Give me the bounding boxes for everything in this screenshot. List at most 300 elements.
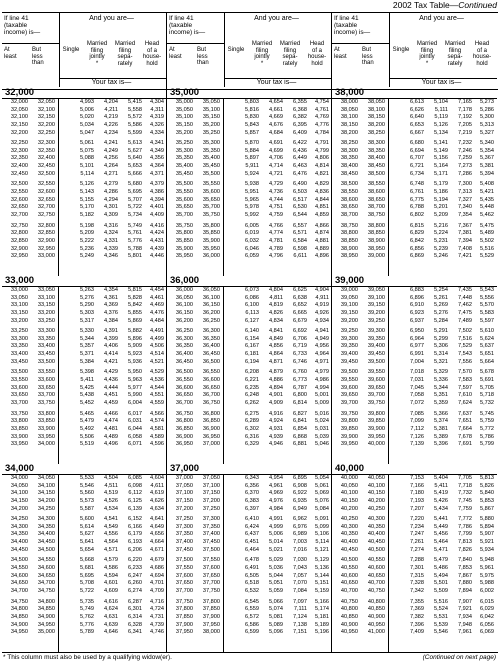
- table-cell: 5,306: [434, 343, 448, 350]
- table-cell: 5,009: [315, 399, 329, 406]
- table-cell: 40,750: [367, 587, 385, 594]
- table-cell: 6,611: [293, 253, 307, 260]
- table-section: [332, 88, 497, 261]
- table-cell: 7,018: [410, 369, 424, 376]
- table-cell: 5,462: [480, 211, 494, 218]
- table-row: [2, 295, 167, 303]
- table-cell: 4,326: [150, 121, 164, 128]
- table-row: [2, 328, 167, 336]
- table-cell: 6,571: [293, 230, 307, 237]
- line41-label: [169, 15, 205, 36]
- table-cell: 7,786: [458, 523, 472, 530]
- table-cell: 4,804: [269, 287, 283, 293]
- table-cell: 4,744: [269, 196, 283, 203]
- table-cell: 39,450: [340, 358, 358, 365]
- table-row: [332, 107, 497, 115]
- table-cell: 32,350: [37, 147, 55, 154]
- table-cell: 7,220: [410, 516, 424, 523]
- table-cell: 33,600: [37, 377, 55, 384]
- table-cell: 5,988: [480, 580, 494, 587]
- table-cell: 34,200: [10, 505, 28, 512]
- table-cell: 7,232: [458, 140, 472, 147]
- table-cell: 33,500: [37, 358, 55, 365]
- table-row: [332, 163, 497, 171]
- table-cell: 33,400: [37, 343, 55, 350]
- table-cell: 40,950: [340, 629, 358, 636]
- table-section: [167, 276, 332, 449]
- table-row: [332, 140, 497, 148]
- table-cell: 5,749: [80, 606, 94, 613]
- table-cell: 33,900: [10, 433, 28, 440]
- table-cell: 35,800: [175, 230, 193, 237]
- table-cell: 6,044: [128, 425, 142, 432]
- table-cell: 33,550: [37, 369, 55, 376]
- table-row: [167, 516, 332, 524]
- table-row: [167, 287, 332, 295]
- table-cell: 7,085: [410, 410, 424, 417]
- table-row: [2, 181, 167, 189]
- table-cell: 5,464: [434, 539, 448, 546]
- table-row: [2, 392, 167, 400]
- table-cell: 6,734: [410, 170, 424, 177]
- table-cell: 6,368: [293, 106, 307, 113]
- table-cell: 34,150: [10, 497, 28, 504]
- table-row: [332, 181, 497, 189]
- table-cell: 33,000: [37, 253, 55, 260]
- table-cell: 35,600: [202, 189, 220, 196]
- table-cell: 7,315: [410, 572, 424, 579]
- table-cell: 6,424: [245, 523, 259, 530]
- table-cell: 6,015: [480, 598, 494, 605]
- table-cell: 39,800: [367, 410, 385, 417]
- table-cell: 5,516: [434, 598, 448, 605]
- continued-note: (Continued on next page): [422, 654, 496, 661]
- table-cell: 6,626: [410, 106, 424, 113]
- table-cell: 35,450: [175, 170, 193, 177]
- header-panel: [332, 13, 497, 89]
- header-text: jointly: [254, 54, 270, 60]
- table-row: [2, 426, 167, 434]
- table-cell: 33,750: [10, 410, 28, 417]
- table-cell: 4,596: [150, 441, 164, 448]
- table-cell: 4,871: [269, 358, 283, 365]
- table-cell: 5,801: [128, 253, 142, 260]
- table-cell: 39,600: [367, 377, 385, 384]
- table-cell: 7,031: [410, 377, 424, 384]
- table-cell: 34,150: [37, 490, 55, 497]
- table-cell: 4,279: [104, 181, 118, 188]
- table-cell: 5,196: [315, 629, 329, 636]
- table-cell: 34,400: [37, 531, 55, 538]
- table-cell: 5,224: [434, 230, 448, 237]
- table-cell: 36,500: [175, 369, 193, 376]
- header-text: house-: [307, 54, 327, 60]
- table-row: [167, 163, 332, 171]
- table-cell: 6,518: [245, 580, 259, 587]
- table-cell: 40,400: [340, 539, 358, 546]
- table-cell: 5,803: [245, 99, 259, 105]
- table-cell: 7,247: [410, 531, 424, 538]
- table-cell: 34,100: [37, 482, 55, 489]
- table-cell: 5,610: [480, 328, 494, 335]
- table-cell: 4,841: [269, 328, 283, 335]
- table-cell: 6,559: [245, 606, 259, 613]
- table-cell: 37,000: [175, 475, 193, 481]
- table-cell: 37,850: [202, 606, 220, 613]
- table-cell: 5,415: [128, 99, 142, 105]
- table-cell: 4,301: [104, 204, 118, 211]
- table-cell: 4,481: [104, 425, 118, 432]
- table-cell: 35,150: [202, 114, 220, 121]
- table-row: [2, 629, 167, 637]
- table-cell: 6,625: [293, 287, 307, 293]
- table-row: [167, 359, 332, 367]
- table-cell: 5,654: [80, 546, 94, 553]
- table-cell: 38,950: [367, 245, 385, 252]
- table-cell: 36,200: [175, 317, 193, 324]
- table-cell: 37,950: [175, 629, 193, 636]
- table-cell: 7,205: [458, 121, 472, 128]
- table-cell: 32,400: [37, 155, 55, 162]
- tax-table-body: [2, 88, 498, 653]
- table-cell: 35,800: [202, 222, 220, 229]
- table-row: [2, 336, 167, 344]
- table-cell: 4,664: [150, 539, 164, 546]
- header-panel: [2, 13, 167, 89]
- table-cell: 35,650: [202, 196, 220, 203]
- table-cell: 5,099: [315, 523, 329, 530]
- table-cell: 36,250: [202, 317, 220, 324]
- table-cell: 4,601: [104, 580, 118, 587]
- table-section: [2, 276, 167, 449]
- table-cell: 40,450: [367, 539, 385, 546]
- table-cell: 40,150: [340, 497, 358, 504]
- table-cell: 7,489: [458, 317, 472, 324]
- table-cell: 4,964: [315, 351, 329, 358]
- table-cell: 5,209: [80, 230, 94, 237]
- table-cell: 5,830: [245, 114, 259, 121]
- table-cell: 6,206: [128, 546, 142, 553]
- table-cell: 7,382: [410, 613, 424, 620]
- table-cell: 38,800: [367, 222, 385, 229]
- table-cell: 6,056: [480, 621, 494, 628]
- table-cell: 7,948: [458, 621, 472, 628]
- table-row: [167, 490, 332, 498]
- table-row: [332, 114, 497, 122]
- table-cell: 7,543: [458, 351, 472, 358]
- table-cell: 7,880: [458, 580, 472, 587]
- table-cell: 5,961: [480, 565, 494, 572]
- table-row: [332, 392, 497, 400]
- table-cell: 4,564: [104, 539, 118, 546]
- table-row: [2, 171, 167, 179]
- table-cell: 32,750: [37, 211, 55, 218]
- table-cell: 5,826: [480, 482, 494, 489]
- table-cell: 36,450: [202, 351, 220, 358]
- table-cell: 6,829: [410, 230, 424, 237]
- table-cell: 6,125: [128, 497, 142, 504]
- table-cell: 5,340: [480, 140, 494, 147]
- table-cell: 5,209: [434, 211, 448, 218]
- table-cell: 5,181: [315, 613, 329, 620]
- table-cell: 6,991: [410, 351, 424, 358]
- table-cell: 33,950: [37, 433, 55, 440]
- table-cell: 32,850: [37, 230, 55, 237]
- hoh-label: [140, 41, 164, 67]
- table-cell: 4,949: [315, 335, 329, 342]
- table-cell: 6,397: [245, 505, 259, 512]
- table-cell: 5,408: [480, 181, 494, 188]
- table-cell: 36,800: [202, 410, 220, 417]
- table-cell: 38,200: [367, 121, 385, 128]
- header-text: of a: [476, 47, 487, 54]
- table-cell: 37,650: [175, 580, 193, 587]
- table-cell: 36,550: [202, 369, 220, 376]
- table-cell: 4,691: [269, 140, 283, 147]
- table-cell: 5,735: [80, 598, 94, 605]
- mfs-label: [277, 41, 303, 67]
- table-cell: 4,694: [150, 572, 164, 579]
- table-row: [167, 622, 332, 630]
- table-cell: 4,954: [269, 475, 283, 481]
- table-cell: 4,859: [315, 211, 329, 218]
- table-cell: 32,600: [10, 196, 28, 203]
- table-cell: 6,356: [245, 482, 259, 489]
- table-cell: 6,436: [293, 147, 307, 154]
- table-row: [167, 606, 332, 614]
- table-row: [167, 155, 332, 163]
- table-cell: 39,700: [340, 399, 358, 406]
- table-cell: 36,650: [202, 384, 220, 391]
- table-cell: 34,900: [10, 621, 28, 628]
- table-cell: 6,179: [128, 531, 142, 538]
- table-cell: 37,050: [202, 475, 220, 481]
- table-row: [2, 599, 167, 607]
- table-cell: 4,931: [269, 425, 283, 432]
- table-cell: 4,934: [315, 317, 329, 324]
- table-cell: 5,456: [434, 531, 448, 538]
- table-cell: 7,045: [410, 384, 424, 391]
- table-cell: 5,394: [480, 170, 494, 177]
- table-cell: 5,950: [128, 369, 142, 376]
- table-cell: 5,502: [480, 237, 494, 244]
- table-cell: 5,558: [128, 106, 142, 113]
- table-cell: 5,129: [315, 557, 329, 564]
- table-cell: 5,761: [128, 230, 142, 237]
- table-cell: 4,511: [104, 482, 118, 489]
- section-title: 37,000: [167, 464, 332, 475]
- table-cell: 40,600: [367, 565, 385, 572]
- table-cell: 32,000: [10, 99, 28, 105]
- table-row: [2, 557, 167, 565]
- but-less-label: [362, 47, 374, 67]
- table-cell: 4,729: [269, 181, 283, 188]
- table-cell: 33,850: [10, 425, 28, 432]
- table-cell: 5,529: [480, 253, 494, 260]
- table-cell: 5,143: [80, 189, 94, 196]
- table-cell: 5,816: [245, 106, 259, 113]
- table-cell: 34,650: [10, 580, 28, 587]
- table-cell: 5,074: [269, 606, 283, 613]
- section-title: 34,000: [2, 464, 167, 475]
- table-cell: 5,882: [128, 328, 142, 335]
- table-cell: 5,044: [269, 572, 283, 579]
- table-cell: 7,826: [458, 546, 472, 553]
- table-cell: 36,500: [202, 358, 220, 365]
- table-cell: 5,166: [315, 598, 329, 605]
- table-cell: 4,319: [150, 114, 164, 121]
- table-row: [332, 295, 497, 303]
- but-less-label: [32, 47, 44, 67]
- table-cell: 4,341: [150, 140, 164, 147]
- table-cell: 5,149: [434, 147, 448, 154]
- table-cell: 5,668: [80, 557, 94, 564]
- table-cell: 7,651: [458, 418, 472, 425]
- table-row: [167, 369, 332, 377]
- table-cell: 4,851: [315, 204, 329, 211]
- header-text: than: [32, 60, 44, 66]
- table-cell: 5,321: [434, 358, 448, 365]
- table-cell: 37,650: [202, 572, 220, 579]
- table-row: [167, 385, 332, 393]
- table-cell: 6,193: [128, 539, 142, 546]
- table-cell: 4,574: [150, 418, 164, 425]
- table-cell: 34,250: [37, 505, 55, 512]
- header-panel: [167, 13, 332, 89]
- table-cell: 37,300: [202, 516, 220, 523]
- table-cell: 5,681: [80, 565, 94, 572]
- table-cell: 5,789: [80, 629, 94, 636]
- table-row: [167, 377, 332, 385]
- your-tax-label: Your tax is—: [421, 79, 462, 86]
- table-cell: 7,409: [410, 629, 424, 636]
- table-row: [2, 114, 167, 122]
- table-cell: 6,989: [293, 531, 307, 538]
- table-cell: 4,774: [269, 230, 283, 237]
- table-cell: 5,075: [80, 147, 94, 154]
- table-cell: 5,434: [434, 505, 448, 512]
- table-cell: 5,426: [434, 497, 448, 504]
- table-row: [332, 287, 497, 295]
- table-row: [332, 547, 497, 555]
- table-cell: 39,750: [367, 399, 385, 406]
- table-cell: 4,829: [315, 181, 329, 188]
- table-cell: 6,341: [128, 629, 142, 636]
- table-cell: 4,311: [150, 106, 164, 113]
- table-cell: 7,381: [458, 230, 472, 237]
- table-cell: 4,334: [150, 129, 164, 136]
- table-cell: 6,787: [293, 384, 307, 391]
- table-cell: 6,544: [293, 211, 307, 218]
- header-text: Married: [251, 41, 273, 47]
- hoh-label: [470, 41, 494, 67]
- table-cell: 6,665: [293, 309, 307, 316]
- table-cell: 32,550: [37, 181, 55, 188]
- table-section: [167, 464, 332, 637]
- table-cell: 38,850: [340, 237, 358, 244]
- table-cell: 7,099: [410, 418, 424, 425]
- table-row: [2, 238, 167, 246]
- header-text: income) is—: [169, 29, 206, 36]
- table-cell: 35,500: [202, 170, 220, 177]
- table-cell: 7,180: [410, 490, 424, 497]
- table-cell: 4,604: [150, 475, 164, 481]
- table-cell: 6,463: [293, 163, 307, 170]
- table-cell: 5,479: [434, 557, 448, 564]
- table-cell: 32,300: [37, 140, 55, 147]
- table-cell: 4,616: [104, 598, 118, 605]
- table-cell: 6,692: [293, 328, 307, 335]
- page-header: [393, 0, 497, 10]
- table-cell: 5,313: [480, 121, 494, 128]
- table-cell: 36,150: [202, 302, 220, 309]
- table-cell: 4,594: [104, 572, 118, 579]
- table-cell: 36,150: [175, 309, 193, 316]
- table-cell: 35,650: [175, 204, 193, 211]
- table-cell: 5,254: [434, 287, 448, 293]
- table-cell: 5,722: [128, 204, 142, 211]
- table-cell: 33,300: [10, 335, 28, 342]
- table-cell: 7,286: [458, 170, 472, 177]
- table-cell: 33,250: [37, 317, 55, 324]
- table-cell: 6,343: [245, 475, 259, 481]
- table-row: [167, 122, 332, 130]
- table-cell: 7,678: [458, 433, 472, 440]
- table-row: [2, 588, 167, 596]
- table-cell: 5,857: [245, 129, 259, 136]
- table-row: [2, 573, 167, 581]
- table-cell: 6,719: [293, 343, 307, 350]
- table-row: [332, 483, 497, 491]
- table-cell: 5,351: [434, 392, 448, 399]
- table-cell: 5,627: [128, 147, 142, 154]
- table-cell: 5,001: [315, 392, 329, 399]
- table-cell: 5,479: [80, 418, 94, 425]
- table-row: [167, 171, 332, 179]
- table-cell: 33,400: [10, 351, 28, 358]
- table-cell: 39,650: [340, 392, 358, 399]
- table-cell: 5,020: [80, 114, 94, 121]
- table-cell: 32,250: [10, 140, 28, 147]
- header-text: At: [4, 47, 10, 53]
- table-cell: 5,815: [128, 287, 142, 293]
- table-cell: 7,772: [458, 516, 472, 523]
- table-cell: 4,971: [315, 358, 329, 365]
- table-cell: 4,586: [104, 565, 118, 572]
- mfs-label: [442, 41, 468, 67]
- table-cell: 4,431: [150, 237, 164, 244]
- table-section: [2, 88, 167, 261]
- table-cell: 6,329: [245, 441, 259, 448]
- table-cell: 5,546: [80, 482, 94, 489]
- table-cell: 34,250: [10, 516, 28, 523]
- table-row: [2, 287, 167, 295]
- table-cell: 5,084: [315, 505, 329, 512]
- table-cell: 6,490: [293, 181, 307, 188]
- table-cell: 32,600: [37, 189, 55, 196]
- table-section: [332, 464, 497, 637]
- table-cell: 38,900: [367, 237, 385, 244]
- table-cell: 39,750: [340, 410, 358, 417]
- table-cell: 4,864: [269, 351, 283, 358]
- table-cell: 4,489: [104, 433, 118, 440]
- table-cell: 38,650: [367, 196, 385, 203]
- table-cell: 40,700: [367, 580, 385, 587]
- table-cell: 41,000: [367, 629, 385, 636]
- table-row: [332, 565, 497, 573]
- table-cell: 4,476: [150, 309, 164, 316]
- table-cell: 7,219: [458, 129, 472, 136]
